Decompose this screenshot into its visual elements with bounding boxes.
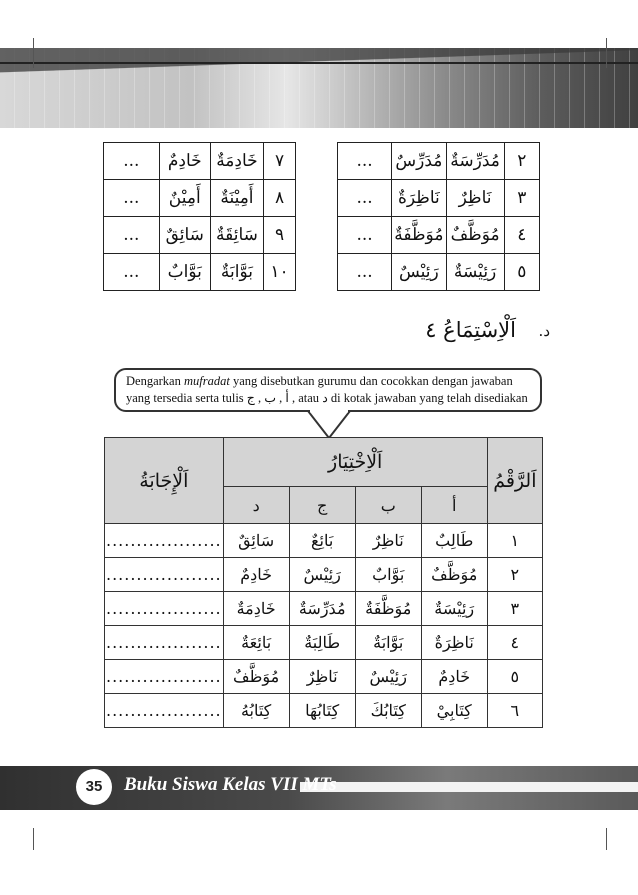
header-dark-wedge (0, 48, 638, 86)
row-number: ٢ (487, 558, 542, 592)
table-row (104, 143, 296, 180)
callout-pointer (306, 410, 352, 440)
table-row (105, 626, 543, 660)
row-number: ١٠ (264, 254, 296, 291)
choice-d: بَائِعَةٌ (223, 626, 289, 660)
section-heading (400, 318, 550, 348)
row-number: ٨ (264, 180, 296, 217)
choice-c: طَالِبَةٌ (289, 626, 355, 660)
choice-letter-a: أ (421, 487, 487, 524)
header-choices: اَلْاِخْتِيَارُ (223, 438, 487, 487)
book-title: Buku Siswa Kelas VII MTs (124, 774, 337, 795)
masc-word: خَادِمٌ (159, 143, 210, 180)
row-number: ٤ (504, 217, 539, 254)
table-row (105, 524, 543, 558)
answer-blank[interactable]: ................... (105, 626, 224, 660)
section-label: د. (538, 322, 550, 340)
choice-a: نَاظِرَةٌ (421, 626, 487, 660)
row-number: ٣ (487, 592, 542, 626)
header-rule (0, 62, 638, 64)
header-answer: اَلْإِجَابَةُ (105, 438, 224, 524)
table-row (105, 660, 543, 694)
choice-c: رَئِيْسٌ (289, 558, 355, 592)
choice-d: مُوَظَّفٌ (223, 660, 289, 694)
choice-c: مُدَرِّسَةٌ (289, 592, 355, 626)
row-number: ٢ (504, 143, 539, 180)
choice-a: خَادِمٌ (421, 660, 487, 694)
table-row (338, 180, 540, 217)
choice-c: كِتَابُهَا (289, 694, 355, 728)
answer-cell: ... (338, 217, 392, 254)
row-number: ٥ (504, 254, 539, 291)
table-row (104, 217, 296, 254)
masc-word: مُدَرِّسٌ (392, 143, 447, 180)
table-row (338, 217, 540, 254)
instruction-line-2: yang tersedia serta tulis أ , ب , ج , atau د di kotak jawaban yang telah disediakan (126, 391, 528, 405)
listening-table (104, 437, 543, 728)
crop-mark (606, 38, 607, 68)
choice-b: بَوَّابَةٌ (355, 626, 421, 660)
fem-word: رَئِيْسَةٌ (446, 254, 504, 291)
row-number: ٥ (487, 660, 542, 694)
fem-word: نَاظِرٌ (446, 180, 504, 217)
table-row (338, 143, 540, 180)
choice-b: رَئِيْسٌ (355, 660, 421, 694)
choice-b: نَاظِرٌ (355, 524, 421, 558)
answer-cell: ... (338, 180, 392, 217)
table-row (338, 254, 540, 291)
instruction-box (114, 368, 542, 412)
section-title: اَلْاِسْتِمَاعُ ٤ (425, 318, 516, 342)
choice-a: كِتَابِيْ (421, 694, 487, 728)
row-number: ٦ (487, 694, 542, 728)
row-number: ٩ (264, 217, 296, 254)
header-number: اَلرَّقْمُ (487, 438, 542, 524)
choice-letter-d: د (223, 487, 289, 524)
answer-cell: ... (104, 254, 160, 291)
choice-b: بَوَّابٌ (355, 558, 421, 592)
table-row (104, 254, 296, 291)
choice-c: نَاظِرٌ (289, 660, 355, 694)
instruction-line-1: Dengarkan mufradat yang disebutkan gurumu dan cocokkan dengan jawaban (126, 374, 513, 388)
choice-b: مُوَظَّفَةٌ (355, 592, 421, 626)
answer-cell: ... (104, 217, 160, 254)
choice-c: بَائِعٌ (289, 524, 355, 558)
masc-word: سَائِقٌ (159, 217, 210, 254)
fem-word: بَوَّابَةٌ (210, 254, 263, 291)
footer-highlight-strip (300, 782, 638, 792)
choice-a: رَئِيْسَةٌ (421, 592, 487, 626)
header-row (105, 438, 543, 487)
choice-d: سَائِقٌ (223, 524, 289, 558)
choice-d: خَادِمٌ (223, 558, 289, 592)
masc-word: رَئِيْسٌ (392, 254, 447, 291)
table-row (105, 694, 543, 728)
answer-cell: ... (338, 254, 392, 291)
fem-word: سَائِقَةٌ (210, 217, 263, 254)
masc-word: نَاظِرَةٌ (392, 180, 447, 217)
fem-word: خَادِمَةٌ (210, 143, 263, 180)
choice-a: طَالِبٌ (421, 524, 487, 558)
crop-mark (606, 828, 607, 850)
left-vocab-table (103, 142, 296, 291)
choice-d: خَادِمَةٌ (223, 592, 289, 626)
masc-word: أَمِيْنٌ (159, 180, 210, 217)
row-number: ٧ (264, 143, 296, 180)
choice-a: مُوَظَّفٌ (421, 558, 487, 592)
choice-d: كِتَابُهُ (223, 694, 289, 728)
masc-word: بَوَّابٌ (159, 254, 210, 291)
answer-cell: ... (104, 180, 160, 217)
right-vocab-table (337, 142, 540, 291)
row-number: ٤ (487, 626, 542, 660)
answer-blank[interactable]: ................... (105, 592, 224, 626)
choice-b: كِتَابُكَ (355, 694, 421, 728)
row-number: ١ (487, 524, 542, 558)
table-row (104, 180, 296, 217)
answer-blank[interactable]: ................... (105, 558, 224, 592)
answer-blank[interactable]: ................... (105, 694, 224, 728)
row-number: ٣ (504, 180, 539, 217)
answer-cell: ... (338, 143, 392, 180)
answer-blank[interactable]: ................... (105, 524, 224, 558)
choice-letter-c: ج (289, 487, 355, 524)
table-row (105, 592, 543, 626)
fem-word: أَمِيْنَةٌ (210, 180, 263, 217)
masc-word: مُوَظَّفَةٌ (392, 217, 447, 254)
crop-mark (33, 828, 34, 850)
page-number: 35 (76, 769, 112, 805)
answer-blank[interactable]: ................... (105, 660, 224, 694)
answer-cell: ... (104, 143, 160, 180)
fem-word: مُدَرِّسَةٌ (446, 143, 504, 180)
choice-letter-b: ب (355, 487, 421, 524)
table-row (105, 558, 543, 592)
crop-mark (33, 38, 34, 68)
fem-word: مُوَظَّفٌ (446, 217, 504, 254)
